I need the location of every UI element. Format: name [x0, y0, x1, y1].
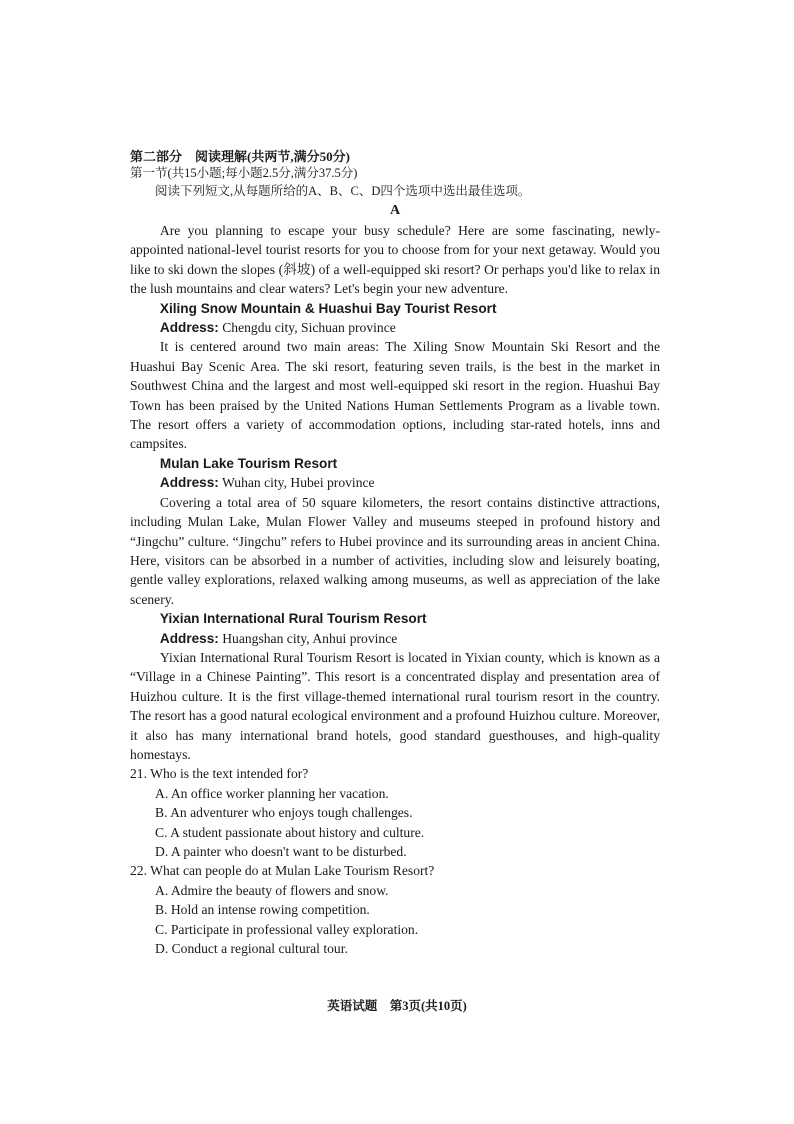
option-a: A. Admire the beauty of flowers and snow.: [155, 882, 389, 898]
part-heading: 第二部分 阅读理解(共两节,满分50分): [130, 149, 350, 164]
intro-paragraph: Are you planning to escape your busy schedule? Here are some fascinating, newly-appointed national-level tourist resorts for you to choose from for your next getaway. Would you like to ski down the slopes (斜坡) of a well-equipped ski resort? Or perhaps you'd like to relax in the lush mountains and clear waters? Let's begin your new adventure.: [130, 223, 660, 297]
resort-section: [130, 454, 660, 609]
resort-description: It is centered around two main areas: The Xiling Snow Mountain Ski Resort and the Huashui Bay Scenic Area. The ski resort, featuring seven trails, is the best in the market in Southwest China and the largest and most well-equipped ski resort in the region. Huashui Bay Town has been praised by the United Nations Human Settlements Program as a livable town. The resort offers a variety of accommodation options, including star-rated hotels, inns and campsites.: [130, 339, 660, 452]
section-heading: 第一节(共15小题;每小题2.5分,满分37.5分): [130, 166, 358, 180]
resort-address: [130, 629, 660, 648]
option-b: B. Hold an intense rowing competition.: [155, 902, 370, 918]
option-a: A. An office worker planning her vacation.: [155, 785, 389, 801]
exam-page: [130, 148, 660, 958]
passage-letter: A: [389, 203, 401, 218]
question-stem: 22. What can people do at Mulan Lake Tourism Resort?: [130, 863, 435, 879]
address-label: Address:: [159, 320, 219, 336]
instruction-text: 阅读下列短文,从每题所给的A、B、C、D四个选项中选出最佳选项。: [155, 184, 531, 198]
resort-description: Yixian International Rural Tourism Resort is located in Yixian county, which is known as a “Village in a Chinese Painting”. This resort is a concentrated display and presentation area of Huizhou culture. It is the first village-themed international rural tourism resort in the country. The resort has a good natural ecological environment and a profound Huizhou culture. Moreover, it also has many international brand hotels, good standard guesthouses, and high-quality homestays.: [130, 649, 660, 762]
resort-section: [130, 609, 660, 764]
option-d: D. A painter who doesn't want to be disturbed.: [155, 844, 407, 859]
resort-title: Mulan Lake Tourism Resort: [159, 455, 338, 471]
question-22: [130, 861, 660, 958]
address-label: Address:: [159, 630, 219, 646]
resort-title: Xiling Snow Mountain & Huashui Bay Tourist Resort: [159, 300, 497, 316]
page-footer: 英语试题 第3页(共10页): [327, 999, 467, 1013]
resort-address: [130, 318, 660, 337]
question-stem: 21. Who is the text intended for?: [130, 766, 309, 782]
question-21: [130, 764, 660, 861]
resort-description: Covering a total area of 50 square kilometers, the resort contains distinctive attractions, including Mulan Lake, Mulan Flower Valley and museums steeped in profound history and “Jingchu” culture. “Jingchu” refers to Hubei province and its surrounding areas in ancient China. Here, visitors can be absorbed in a number of activities, including slow and leisurely boating, gentle valley explorations, relaxed walking among museums, as well as appreciation of the lake scenery.: [130, 494, 660, 607]
option-c: C. Participate in professional valley exploration.: [155, 921, 419, 937]
resort-address: [130, 473, 660, 492]
address-value: Huangshan city, Anhui province: [218, 630, 398, 646]
resort-section: [130, 299, 660, 454]
address-label: Address:: [159, 475, 219, 491]
address-value: Wuhan city, Hubei province: [218, 475, 375, 491]
option-b: B. An adventurer who enjoys tough challenges.: [155, 805, 413, 821]
option-d: D. Conduct a regional cultural tour.: [155, 941, 348, 957]
resort-title: Yixian International Rural Tourism Resort: [159, 611, 427, 627]
address-value: Chengdu city, Sichuan province: [218, 320, 396, 336]
option-c: C. A student passionate about history and culture.: [155, 824, 425, 840]
